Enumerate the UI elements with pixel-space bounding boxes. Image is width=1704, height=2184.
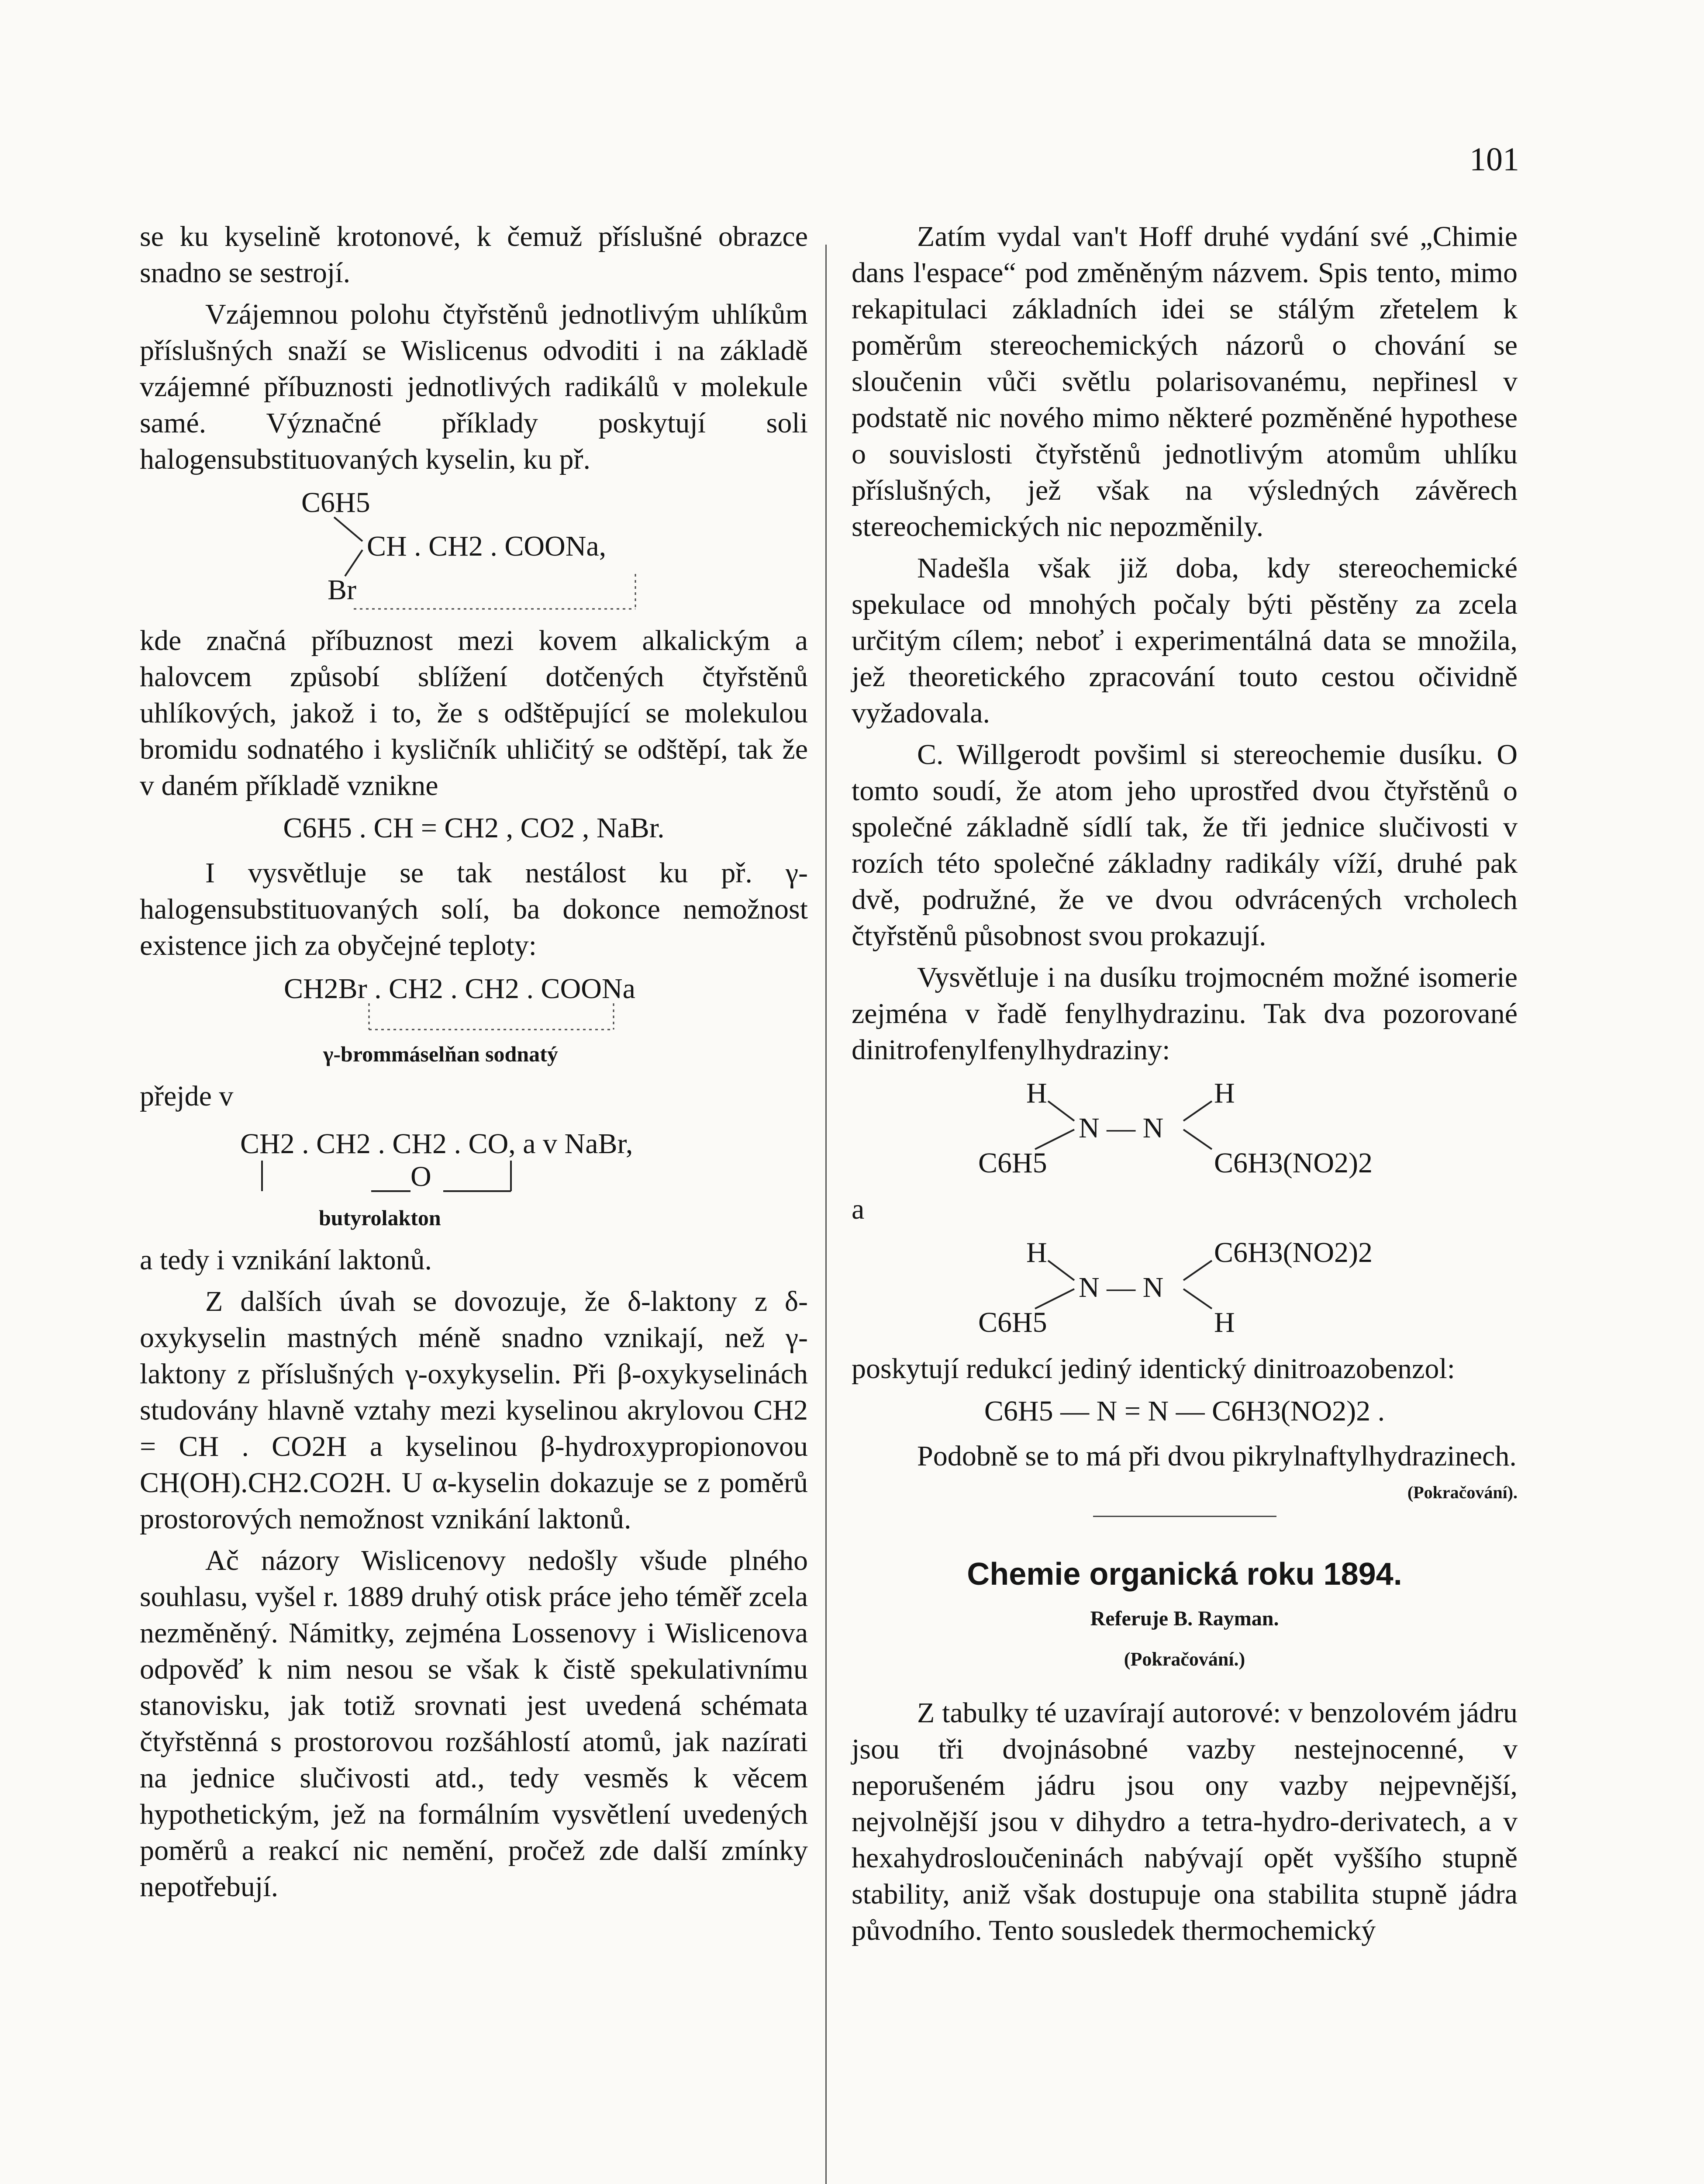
formula-text: CH2Br . CH2 . CH2 . COONa — [284, 973, 635, 1005]
atom: H — [1214, 1306, 1235, 1338]
formula-bottom: Br — [328, 574, 356, 606]
conjunction: a — [852, 1193, 865, 1225]
paragraph: I vysvětluje se tak nestálost ku př. γ-halogensubstituovaných solí, ba dokonce nemožnost existence jich za obyčejné teploty: — [140, 857, 808, 961]
formula-bromo-salt — [140, 484, 808, 615]
paragraph: C. Willgerodt povšiml si stereochemie dusíku. O tomto soudí, že atom jeho uprostřed dvou čtyřstěnů o společné základně sídlí tak, že tři jednice slučivosti v rozích této společné základny radikály víží, druhé pak dvě, podružné, že ve dvou odvrácených vrcholech čtyřstěnů působnost svou prokazují. — [852, 739, 1518, 952]
bonds — [852, 1234, 1518, 1344]
formula-lactone — [140, 1121, 808, 1235]
atom: C6H3(NO2)2 — [1214, 1147, 1373, 1179]
paragraph — [852, 1438, 1518, 1502]
column-divider — [825, 245, 827, 2184]
formula-main: CH . CH2 . COONa, — [367, 530, 607, 562]
atom: C6H5 — [978, 1306, 1047, 1338]
paragraph: Nadešla však již doba, kdy stereochemické spekulace od mnohých počaly býti pěstěny za zcela určitým cílem; neboť i experimentálná data se množila, jež theoretického zpracování touto cestou očividně vyžadovala. — [852, 552, 1518, 729]
paragraph: kde značná příbuznost mezi kovem alkalickým a halovcem způsobí sblížení dotčených čtyřstěnů uhlíkových, jakož i to, že s odštěpující se molekulou bromidu sodnatého i kysličník uhličitý se odštěpí, tak že v daném příkladě vznikne — [140, 625, 808, 802]
page-number: 101 — [1469, 141, 1519, 178]
atom: C6H3(NO2)2 — [1214, 1237, 1373, 1268]
continuation-note: (Pokračování.) — [1124, 1648, 1245, 1670]
structure-hydrazine-1 — [852, 1075, 1518, 1184]
formula-ring — [140, 1121, 808, 1235]
paragraph: Zatím vydal van't Hoff druhé vydání své „Chimie dans l'espace“ pod změněným názvem. Spis tento, mimo rekapitulaci základních idei se stálým zřetelem k poměrům stereochemických názorů o chování se sloučenin vůči světlu polarisovanému, nepřinesl v podstatě nic nového mimo některé pozměněné hypothese o souvislosti čtyřstěnů jednotlivým atomům uhlíku příslušných, jež však na výsledných závěrech stereochemických nic nepozměnily. — [852, 221, 1518, 543]
atom: C6H5 — [978, 1147, 1047, 1179]
paragraph: Vysvětluje i na dusíku trojmocném možné isomerie zejména v řadě fenylhydrazinu. Tak dva pozorované dinitrofenylfenylhydraziny: — [852, 961, 1518, 1066]
atom: N — N — [1079, 1272, 1164, 1303]
right-column — [852, 218, 1518, 1954]
paragraph: Z tabulky té uzavírají autorové: v benzolovém jádru jsou tři dvojnásobné vazby nestejnocenné, v neporušeném jádru jsou ony vazby nejpevnější, nejvolnější jsou v dihydro a tetra-hydro-derivatech, a v hexahydrosloučeninách nabývají opět vyššího stupně stability, aniž však dostupuje ona stabilita stupně jádra původního. Tento sousledek thermochemický — [852, 1697, 1518, 1946]
structure-hydrazine-2 — [852, 1234, 1518, 1344]
continuation-note: (Pokračování). — [1407, 1482, 1518, 1502]
atom: H — [1026, 1237, 1047, 1268]
formula-label: γ-brommáselňan sodnatý — [323, 1042, 558, 1066]
byline: Referuje B. Rayman. — [1090, 1607, 1279, 1630]
paragraph: Z dalších úvah se dovozuje, že δ-laktony z δ-oxykyselin mastných méně snadno vznikají, než γ-laktony z příslušných γ-oxykyselin. Při β-oxykyselinách studovány hlavně vztahy mezi kyselinou akrylovou CH2 = CH . CO2H a kyselinou β-hydroxypropionovou CH(OH).CH2.CO2H. U α-kyselin dokazuje se z poměrů prostorových nemožnost vznikání laktonů. — [140, 1286, 808, 1535]
paragraph-text: Podobně se to má při dvou pikrylnaftylhydrazinech. — [917, 1440, 1517, 1472]
ring-oxygen: O — [410, 1161, 431, 1192]
section-heading: Chemie organická roku 1894. — [967, 1557, 1402, 1592]
atom: H — [1026, 1077, 1047, 1109]
formula-gamma-salt — [140, 971, 808, 1071]
bonds — [852, 1075, 1518, 1184]
paragraph: Vzájemnou polohu čtyřstěnů jednotlivým uhlíkům příslušných snaží se Wislicenus odvoditi i na základě vzájemné příbuznosti jednotlivých radikálů v molekule samé. Význačné příklady poskytují soli halogensubstituovaných kyselin, ku př. — [140, 298, 808, 475]
atom: N — N — [1079, 1112, 1164, 1144]
prejde-text: přejde v — [140, 1080, 234, 1112]
paragraph: poskytují redukcí jediný identický dinitroazobenzol: — [852, 1353, 1456, 1385]
atom: H — [1214, 1077, 1235, 1109]
left-column — [140, 218, 808, 1910]
formula-top: C6H5 — [301, 487, 370, 518]
formula-label: butyrolakton — [319, 1206, 441, 1230]
formula-products: C6H5 . CH = CH2 , CO2 , NaBr. — [283, 812, 665, 844]
formula-text: CH2 . CH2 . CH2 . CO, a v NaBr, — [240, 1128, 633, 1160]
formula-azobenzol: C6H5 — N = N — C6H3(NO2)2 . — [984, 1395, 1385, 1427]
paragraph: Ač názory Wislicenovy nedošly všude plného souhlasu, vyšel r. 1889 druhý otisk práce jeho téměř zcela nezměněný. Námitky, zejména Lossenovy i Wislicenova odpověď k nim nesou se však k čistě spekulativnímu stanovisku, jak totiž srovnati jest uvedená schémata čtyřstěnná s prostorovou rozšáhlostí atomů, jak nazírati na jednice slučivosti atd., tedy vesměs k věcem hypothetickým, jež na formálním vysvětlení uvedených poměrů a reakcí nic nemění, pročež zde další zmínky nepotřebují. — [140, 1545, 808, 1903]
section-divider — [1093, 1516, 1276, 1517]
paragraph: se ku kyselině krotonové, k čemuž příslušné obrazce snadno se sestrojí. — [140, 221, 808, 289]
paragraph: a tedy i vznikání laktonů. — [140, 1244, 432, 1276]
formula-bonds — [140, 484, 808, 615]
